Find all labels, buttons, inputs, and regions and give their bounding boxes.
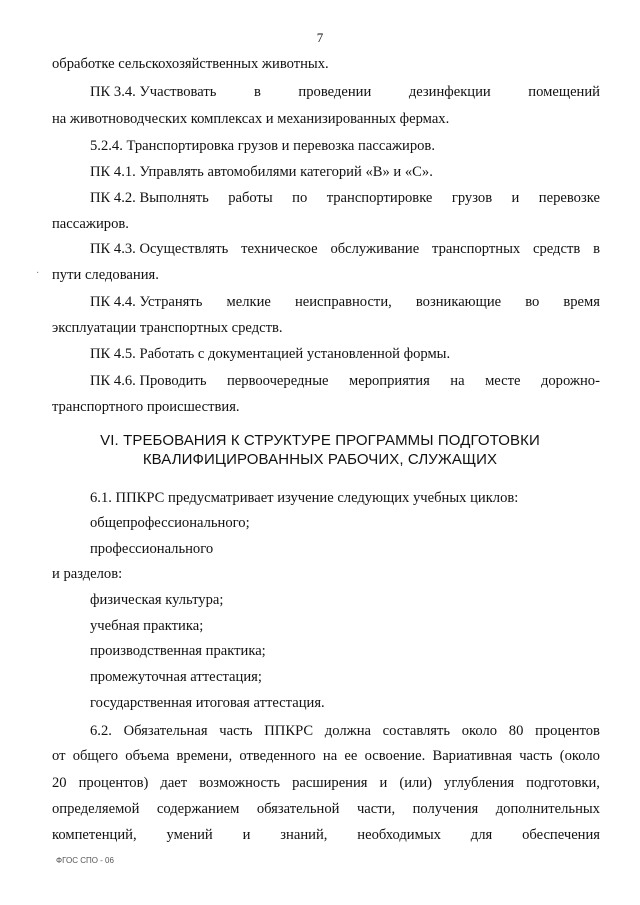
footer-code: ФГОС СПО - 06: [56, 856, 114, 865]
text-line: ПК 4.2. Выполнять работы по транспортировке грузов и перевозке: [90, 190, 600, 206]
list-item: производственная практика;: [90, 643, 266, 659]
text-line: 6.2. Обязательная часть ППКРС должна составлять около 80 процентов: [90, 723, 600, 739]
text-line: ПК 4.3. Осуществлять техническое обслуживание транспортных средств в: [90, 241, 600, 257]
list-item: физическая культура;: [90, 592, 224, 608]
list-item: общепрофессионального;: [90, 515, 250, 531]
text-line: пути следования.: [52, 267, 159, 283]
text-line: обработке сельскохозяйственных животных.: [52, 56, 329, 72]
text-line: ПК 3.4. Участвовать в проведении дезинфекции помещений: [90, 84, 600, 100]
text-line: компетенций, умений и знаний, необходимых для обеспечения: [52, 827, 600, 843]
text-line: 20 процентов) дает возможность расширения и (или) углубления подготовки,: [52, 775, 600, 791]
stray-mark: ·: [36, 268, 40, 279]
text-line: определяемой содержанием обязательной части, получения дополнительных: [52, 801, 600, 817]
text-line: ПК 4.5. Работать с документацией установленной формы.: [90, 346, 451, 362]
text-line: ПК 4.1. Управлять автомобилями категорий «В» и «С».: [90, 164, 433, 180]
section-heading-line-2: КВАЛИФИЦИРОВАННЫХ РАБОЧИХ, СЛУЖАЩИХ: [142, 451, 498, 468]
text-line: пассажиров.: [52, 216, 129, 232]
text-line: 5.2.4. Транспортировка грузов и перевозка пассажиров.: [90, 138, 435, 154]
page-number: 7: [316, 30, 324, 45]
list-item: промежуточная аттестация;: [90, 669, 262, 685]
section-heading-line-1: VI. ТРЕБОВАНИЯ К СТРУКТУРЕ ПРОГРАММЫ ПОДГОТОВКИ: [100, 432, 540, 449]
text-line: на животноводческих комплексах и механизированных фермах.: [52, 111, 450, 127]
text-line: от общего объема времени, отведенного на ее освоение. Вариативная часть (около: [52, 748, 600, 764]
text-line: и разделов:: [52, 566, 123, 582]
text-line: эксплуатации транспортных средств.: [52, 320, 283, 336]
text-line: транспортного происшествия.: [52, 399, 240, 415]
list-item: государственная итоговая аттестация.: [90, 695, 325, 711]
text-line: ПК 4.6. Проводить первоочередные мероприятия на месте дорожно-: [90, 373, 600, 389]
list-item: профессионального: [90, 541, 214, 557]
text-line: ПК 4.4. Устранять мелкие неисправности, возникающие во время: [90, 294, 600, 310]
list-item: учебная практика;: [90, 618, 204, 634]
text-line: 6.1. ППКРС предусматривает изучение следующих учебных циклов:: [90, 490, 519, 506]
